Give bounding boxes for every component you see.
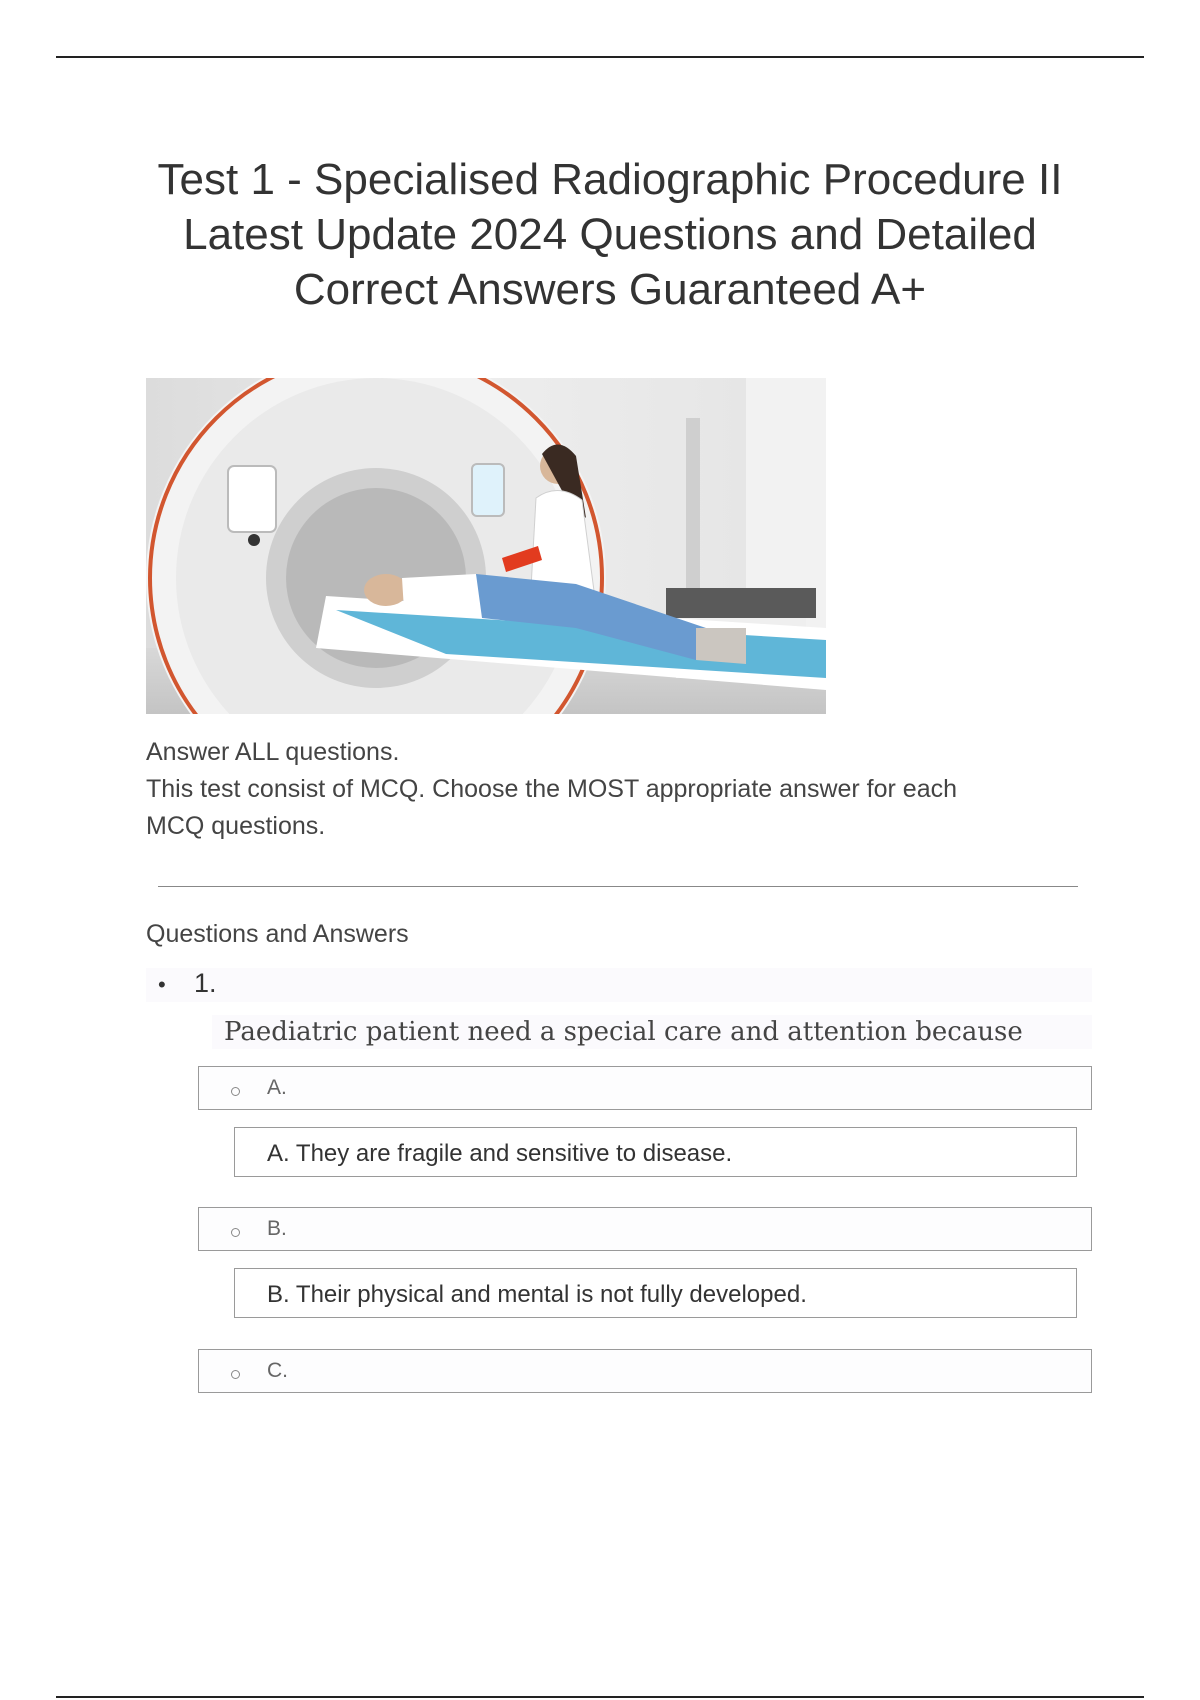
instruction-line-1: Answer ALL questions. — [146, 738, 400, 766]
option-letter: C. — [267, 1359, 288, 1382]
radiography-scanner-illustration — [146, 378, 826, 714]
title-line-2: Latest Update 2024 Questions and Detailed — [183, 210, 1037, 259]
question-text: Paediatric patient need a special care and attention because — [212, 1015, 1092, 1049]
question-number: 1. — [194, 968, 217, 998]
radio-circle-icon[interactable] — [231, 1087, 240, 1096]
bullet-icon: • — [158, 972, 166, 997]
option-b-header[interactable] — [198, 1207, 1092, 1251]
title-line-1: Test 1 - Specialised Radiographic Procedure II — [157, 155, 1063, 204]
answer-text: B. Their physical and mental is not fully developed. — [267, 1281, 807, 1308]
question-number-row — [146, 968, 1092, 1002]
radio-circle-icon[interactable] — [231, 1370, 240, 1379]
option-a-answer[interactable] — [234, 1127, 1077, 1177]
section-label: Questions and Answers — [146, 920, 409, 948]
radiography-scanner-photo — [146, 378, 826, 714]
option-a-header[interactable] — [198, 1066, 1092, 1110]
radio-circle-icon[interactable] — [231, 1228, 240, 1237]
title-line-3: Correct Answers Guaranteed A+ — [293, 265, 927, 314]
top-rule — [56, 56, 1144, 58]
instruction-line-2: This test consist of MCQ. Choose the MOST appropriate answer for each — [146, 775, 957, 803]
bottom-rule — [56, 1696, 1144, 1698]
instructions — [146, 734, 1046, 845]
option-b-answer[interactable] — [234, 1268, 1077, 1318]
document-title — [120, 152, 1100, 317]
section-divider — [158, 886, 1078, 887]
option-letter: A. — [267, 1076, 287, 1099]
option-c-header[interactable] — [198, 1349, 1092, 1393]
instruction-line-3: MCQ questions. — [146, 812, 326, 840]
answer-text: A. They are fragile and sensitive to disease. — [267, 1140, 733, 1167]
option-letter: B. — [267, 1217, 287, 1240]
